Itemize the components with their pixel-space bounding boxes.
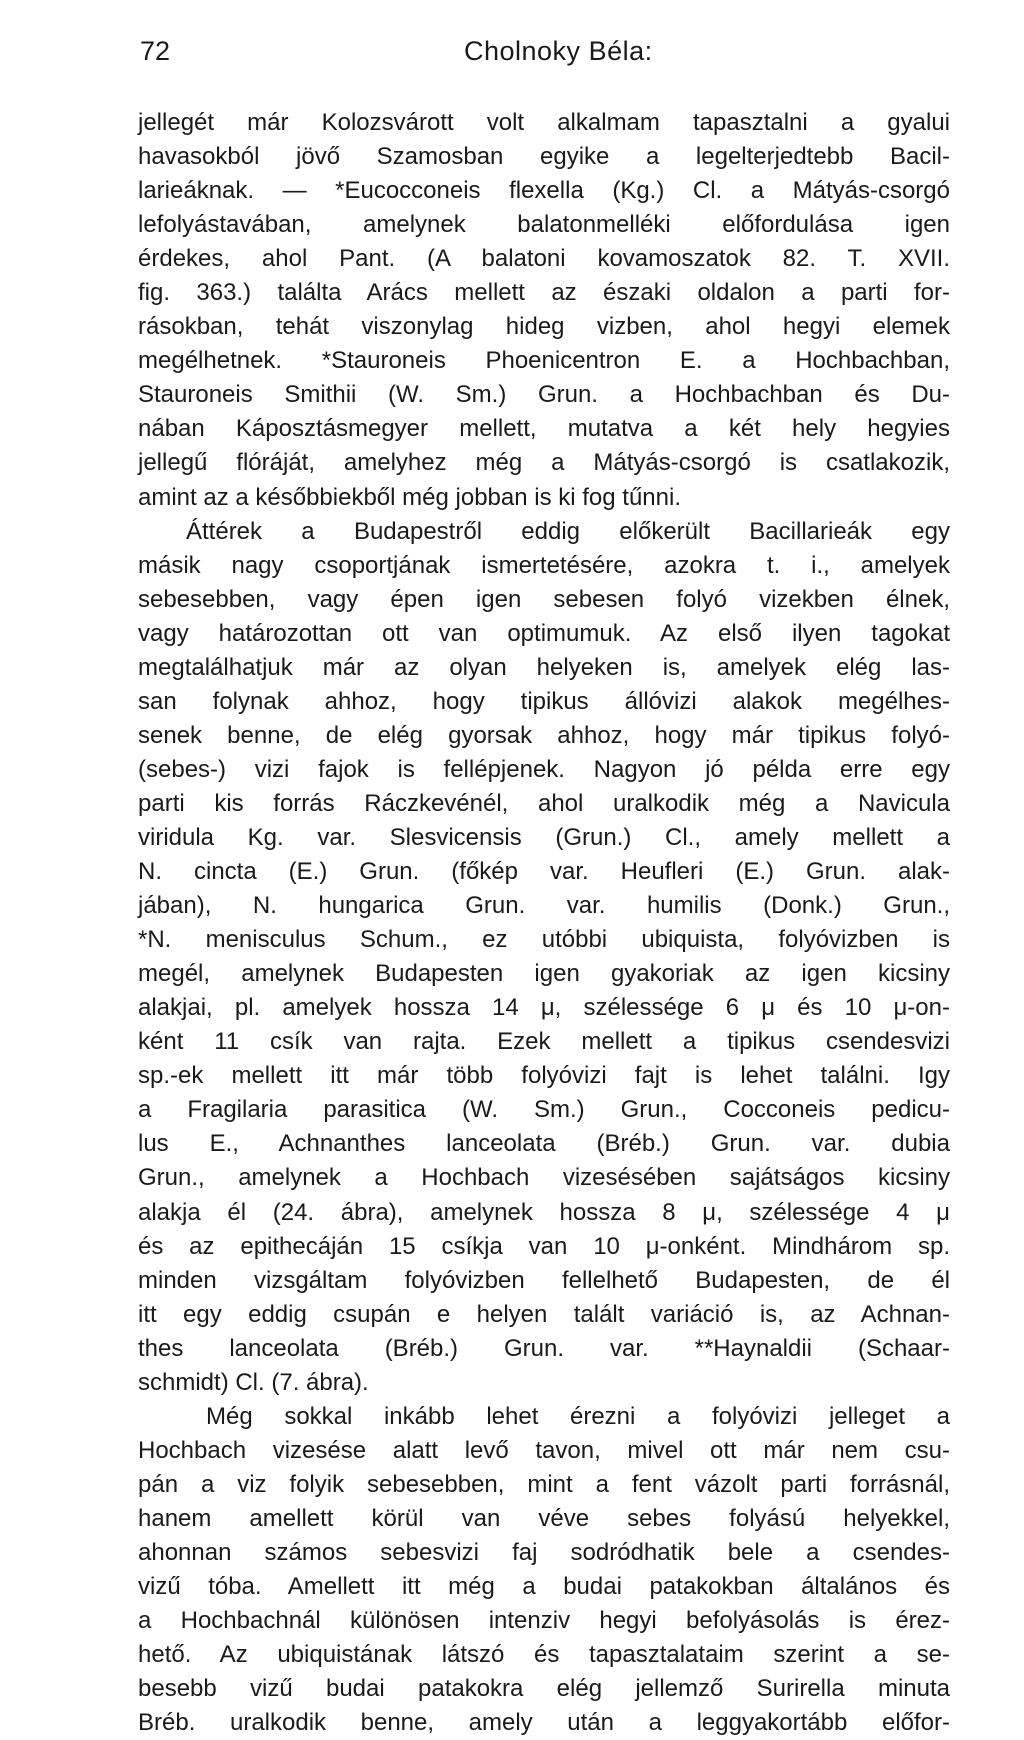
text-line: Hochbach vizesése alatt levő tavon, mivel ott már nem csu- xyxy=(138,1436,950,1464)
text-line: ahonnan számos sebesvizi faj sodródhatik bele a csendes- xyxy=(138,1538,950,1566)
text-line: vizű tóba. Amellett itt még a budai patakokban általános és xyxy=(138,1573,950,1601)
text-line: jában), N. hungarica Grun. var. humilis (Donk.) Grun., xyxy=(138,892,950,920)
text-line: minden vizsgáltam folyóvizben fellelhető Budapesten, de él xyxy=(138,1266,950,1294)
text-line: parti kis forrás Ráczkevénél, ahol uralkodik még a Navicula xyxy=(138,789,950,817)
text-line: megél, amelynek Budapesten igen gyakoriak az igen kicsiny xyxy=(138,960,950,988)
text-line: a Hochbachnál különösen intenziv hegyi befolyásolás is érez- xyxy=(138,1607,950,1635)
text-line: thes lanceolata (Bréb.) Grun. var. **Haynaldii (Schaar- xyxy=(138,1334,950,1362)
text-line: amint az a későbbiekből még jobban is ki fog tűnni. xyxy=(138,483,681,511)
text-line: Stauroneis Smithii (W. Sm.) Grun. a Hochbachban és Du- xyxy=(138,381,950,409)
text-line: fig. 363.) találta Arács mellett az északi oldalon a parti for- xyxy=(138,279,950,307)
body-text xyxy=(138,106,950,1740)
text-line: pán a viz folyik sebesebben, mint a fent vázolt parti forrásnál, xyxy=(138,1470,950,1498)
text-line: lus E., Achnanthes lanceolata (Bréb.) Grun. var. dubia xyxy=(138,1130,950,1158)
text-line: senek benne, de elég gyorsak ahhoz, hogy már tipikus folyó- xyxy=(138,721,950,749)
text-line: havasokból jövő Szamosban egyike a legelterjedtebb Bacil- xyxy=(138,143,950,171)
text-line: hanem amellett körül van véve sebes folyású helyekkel, xyxy=(138,1504,950,1532)
text-line: érdekes, ahol Pant. (A balatoni kovamoszatok 82. T. XVII. xyxy=(138,245,950,273)
page-number: 72 xyxy=(140,36,171,66)
text-line: jellegét már Kolozsvárott volt alkalmam tapasztalni a gyalui xyxy=(138,109,950,136)
text-line: ként 11 csík van rajta. Ezek mellett a tipikus csendesvizi xyxy=(138,1028,950,1056)
text-line: nában Káposztásmegyer mellett, mutatva a két hely hegyies xyxy=(138,415,950,443)
text-line: (sebes-) vizi fajok is fellépjenek. Nagyon jó példa erre egy xyxy=(138,755,950,783)
text-line: megélhetnek. *Stauroneis Phoenicentron E. a Hochbachban, xyxy=(138,347,950,375)
text-line: rásokban, tehát viszonylag hideg vizben, ahol hegyi elemek xyxy=(138,313,950,341)
text-line: san folynak ahhoz, hogy tipikus állóvizi alakok megélhes- xyxy=(138,687,950,715)
text-line: larieáknak. — *Eucocconeis flexella (Kg.) Cl. a Mátyás-csorgó xyxy=(138,177,950,205)
text-line: Áttérek a Budapestről eddig előkerült Bacillarieák egy xyxy=(186,517,950,545)
text-line: hető. Az ubiquistának látszó és tapasztalataim szerint a se- xyxy=(138,1641,950,1669)
text-line: sebesebben, vagy épen igen sebesen folyó vizekben élnek, xyxy=(138,585,950,613)
text-line: jellegű flóráját, amelyhez még a Mátyás-csorgó is csatlakozik, xyxy=(138,449,950,477)
text-line: Bréb. uralkodik benne, amely után a leggyakortább előfor- xyxy=(138,1709,950,1737)
text-line: lefolyástavában, amelynek balatonmelléki előfordulása igen xyxy=(138,211,950,239)
text-line: viridula Kg. var. Slesvicensis (Grun.) Cl., amely mellett a xyxy=(138,823,950,851)
running-head: Cholnoky Béla: xyxy=(464,36,653,66)
text-line: Még sokkal inkább lehet érezni a folyóvizi jelleget a xyxy=(206,1402,950,1430)
text-line: besebb vizű budai patakokra elég jellemző Surirella minuta xyxy=(138,1675,950,1703)
text-line: sp.-ek mellett itt már több folyóvizi fajt is lehet találni. Igy xyxy=(138,1062,950,1090)
text-line: megtalálhatjuk már az olyan helyeken is, amelyek elég las- xyxy=(138,653,950,681)
text-line: alakjai, pl. amelyek hossza 14 μ, szélessége 6 μ és 10 μ-on- xyxy=(138,994,950,1022)
text-line: a Fragilaria parasitica (W. Sm.) Grun., Cocconeis pedicu- xyxy=(138,1096,950,1124)
text-line: és az epithecáján 15 csíkja van 10 μ-onként. Mindhárom sp. xyxy=(138,1232,950,1260)
text-line: másik nagy csoportjának ismertetésére, azokra t. i., amelyek xyxy=(138,551,950,579)
text-line: schmidt) Cl. (7. ábra). xyxy=(138,1368,369,1396)
text-line: N. cincta (E.) Grun. (főkép var. Heufleri (E.) Grun. alak- xyxy=(138,858,950,886)
text-line: *N. menisculus Schum., ez utóbbi ubiquista, folyóvizben is xyxy=(138,926,950,954)
text-line: itt egy eddig csupán e helyen talált variáció is, az Achnan- xyxy=(138,1300,950,1328)
text-line: alakja él (24. ábra), amelynek hossza 8 μ, szélessége 4 μ xyxy=(138,1198,950,1226)
text-line: vagy határozottan ott van optimumuk. Az első ilyen tagokat xyxy=(138,619,950,647)
text-line: Grun., amelynek a Hochbach vizesésében sajátságos kicsiny xyxy=(138,1164,950,1192)
